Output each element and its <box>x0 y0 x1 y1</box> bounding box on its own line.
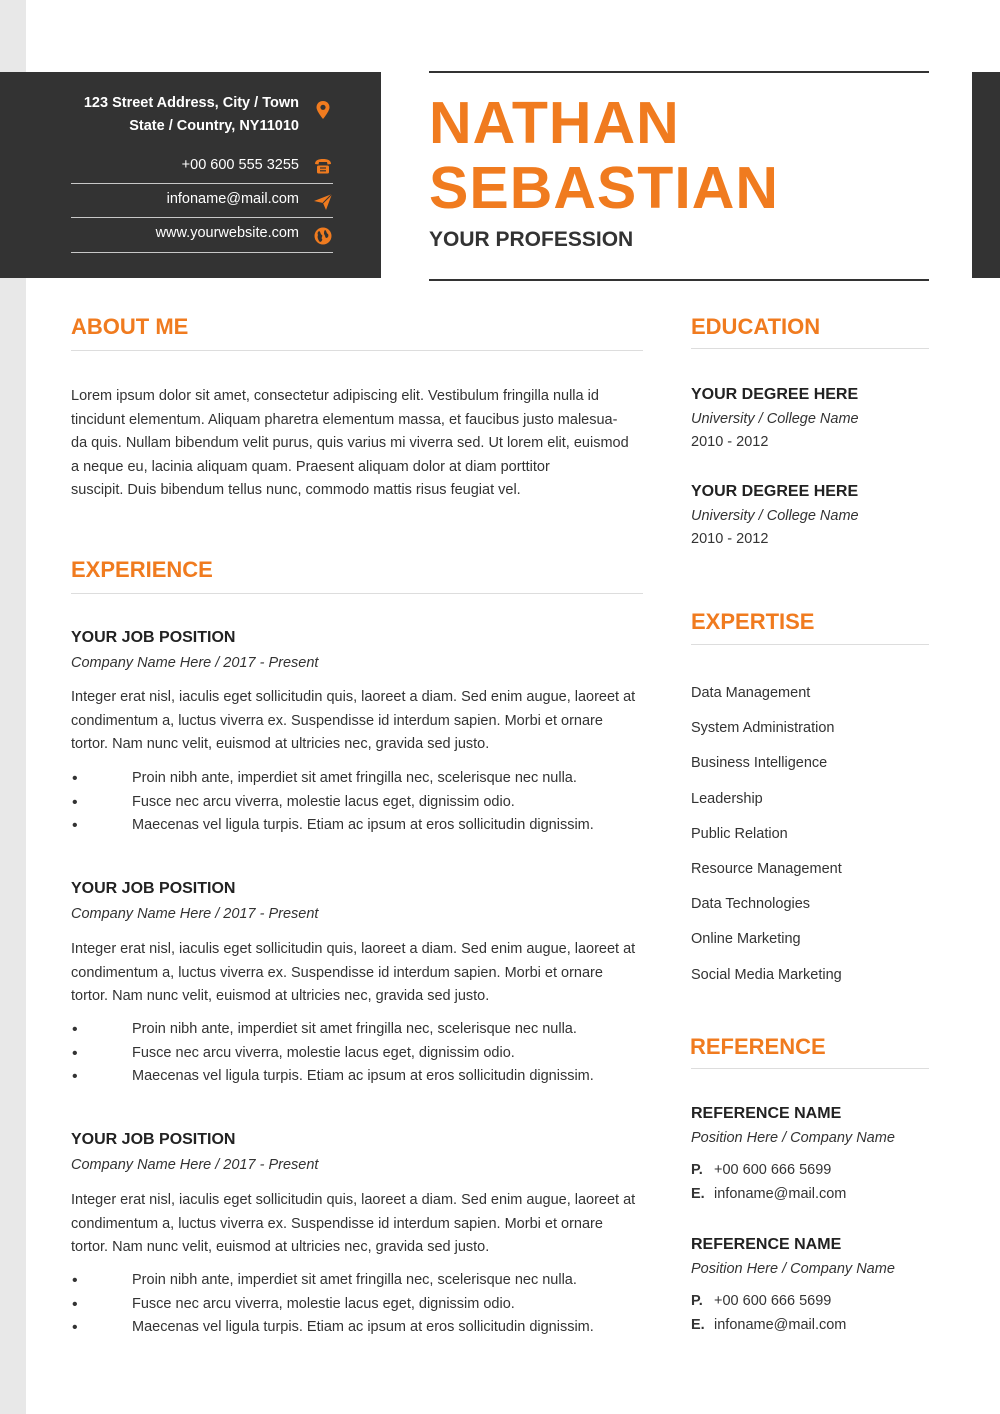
expertise-list <box>691 681 842 998</box>
reference-name: REFERENCE NAME <box>691 1236 842 1253</box>
list-item: Social Media Marketing <box>691 966 842 983</box>
name-header <box>429 71 929 281</box>
job-position: YOUR JOB POSITION <box>71 1131 236 1148</box>
contact-website <box>71 221 333 253</box>
reference-email: E. infoname@mail.com <box>691 1317 847 1333</box>
list-item: • Maecenas vel ligula turpis. Etiam ac ipsum at eros sollicitudin dignissim. <box>71 814 651 838</box>
location-pin-icon <box>313 100 333 120</box>
address-line-2: State / Country, NY11010 <box>129 118 299 134</box>
list-item: • Maecenas vel ligula turpis. Etiam ac ipsum at eros sollicitudin dignissim. <box>71 1065 651 1089</box>
job-bullets <box>71 767 651 838</box>
address-line-1: 123 Street Address, City / Town <box>83 95 299 111</box>
reference-position: Position Here / Company Name <box>691 1130 895 1146</box>
list-item: • Fusce nec arcu viverra, molestie lacus eget, dignissim odio. <box>71 1293 651 1317</box>
education-title: EDUCATION <box>691 314 821 339</box>
telephone-icon <box>313 156 333 176</box>
education-years: 2010 - 2012 <box>691 434 769 450</box>
contact-address <box>71 92 333 136</box>
experience-divider <box>71 593 643 594</box>
list-item: • Proin nibh ante, imperdiet sit amet fringilla nec, scelerisque nec nulla. <box>71 1018 651 1042</box>
reference-position: Position Here / Company Name <box>691 1261 895 1277</box>
job-company: Company Name Here / 2017 - Present <box>71 1157 319 1173</box>
job-company: Company Name Here / 2017 - Present <box>71 655 319 671</box>
website-text: www.yourwebsite.com <box>155 225 299 241</box>
degree-title: YOUR DEGREE HERE <box>691 483 859 500</box>
globe-icon <box>313 226 333 246</box>
reference-name: REFERENCE NAME <box>691 1105 842 1122</box>
list-item: • Proin nibh ante, imperdiet sit amet fringilla nec, scelerisque nec nulla. <box>71 1269 651 1293</box>
paper-plane-icon <box>313 192 333 212</box>
experience-title: EXPERIENCE <box>71 557 213 582</box>
education-years: 2010 - 2012 <box>691 531 769 547</box>
reference-phone: P. +00 600 666 5699 <box>691 1162 832 1178</box>
about-divider <box>71 350 643 351</box>
job-description: Integer erat nisl, iaculis eget sollicitudin quis, laoreet a diam. Sed enim augue, laoreet at condimentum a, luctus viverra ex. Suspendisse id interdum sapien. Morbi et ornare tortor. Nam nunc velit, euismod at ultricies nec, gravida sed justo. <box>71 941 636 1005</box>
list-item: Business Intelligence <box>691 755 828 772</box>
list-item: Data Technologies <box>691 896 811 913</box>
about-text: Lorem ipsum dolor sit amet, consectetur adipiscing elit. Vestibulum fringilla nulla id tincidunt elementum. Aliquam pharetra elementum massa, et faucibus justo malesua- da quis. Nullam bibendum velit purus, quis varius mi viverra sed. Ut lorem elit, euismod a neque eu, lacinia aliquam quam. Praesent aliquam dolor at diam porttitor suscipit. Duis bibendum tellus nunc, commodo mattis risus feugiat vel. <box>71 388 629 499</box>
right-accent-tab <box>972 72 1000 278</box>
expertise-divider <box>691 644 929 645</box>
reference-title: REFERENCE <box>690 1034 826 1059</box>
job-bullets <box>71 1018 651 1089</box>
contact-box <box>0 72 381 278</box>
phone-text: +00 600 555 3255 <box>181 157 299 173</box>
list-item: • Fusce nec arcu viverra, molestie lacus eget, dignissim odio. <box>71 791 651 815</box>
list-item: System Administration <box>691 720 835 737</box>
list-item: Data Management <box>691 685 811 701</box>
reference-email: E. infoname@mail.com <box>691 1186 847 1202</box>
job-bullets <box>71 1269 651 1340</box>
education-divider <box>691 348 929 349</box>
job-description: Integer erat nisl, iaculis eget sollicitudin quis, laoreet a diam. Sed enim augue, laoreet at condimentum a, luctus viverra ex. Suspendisse id interdum sapien. Morbi et ornare tortor. Nam nunc velit, euismod at ultricies nec, gravida sed justo. <box>71 689 636 753</box>
first-name: NATHAN <box>429 90 680 156</box>
school-name: University / College Name <box>691 508 859 524</box>
list-item: • Proin nibh ante, imperdiet sit amet fringilla nec, scelerisque nec nulla. <box>71 767 651 791</box>
last-name: SEBASTIAN <box>429 155 779 221</box>
reference-divider <box>691 1068 929 1069</box>
expertise-title: EXPERTISE <box>691 609 815 634</box>
degree-title: YOUR DEGREE HERE <box>691 386 859 403</box>
job-position: YOUR JOB POSITION <box>71 880 236 897</box>
email-text: infoname@mail.com <box>166 191 299 207</box>
list-item: Resource Management <box>691 860 842 877</box>
job-position: YOUR JOB POSITION <box>71 629 236 646</box>
list-item: Online Marketing <box>691 931 801 948</box>
profession-title: YOUR PROFESSION <box>429 228 634 251</box>
list-item: Leadership <box>691 790 763 807</box>
job-description: Integer erat nisl, iaculis eget sollicitudin quis, laoreet a diam. Sed enim augue, laoreet at condimentum a, luctus viverra ex. Suspendisse id interdum sapien. Morbi et ornare tortor. Nam nunc velit, euismod at ultricies nec, gravida sed justo. <box>71 1192 636 1256</box>
about-title: ABOUT ME <box>71 314 189 339</box>
school-name: University / College Name <box>691 411 859 427</box>
contact-email <box>71 187 333 218</box>
job-company: Company Name Here / 2017 - Present <box>71 906 319 922</box>
contact-phone <box>71 152 333 184</box>
list-item: • Fusce nec arcu viverra, molestie lacus eget, dignissim odio. <box>71 1042 651 1066</box>
reference-phone: P. +00 600 666 5699 <box>691 1293 832 1309</box>
list-item: • Maecenas vel ligula turpis. Etiam ac ipsum at eros sollicitudin dignissim. <box>71 1316 651 1340</box>
list-item: Public Relation <box>691 825 788 842</box>
